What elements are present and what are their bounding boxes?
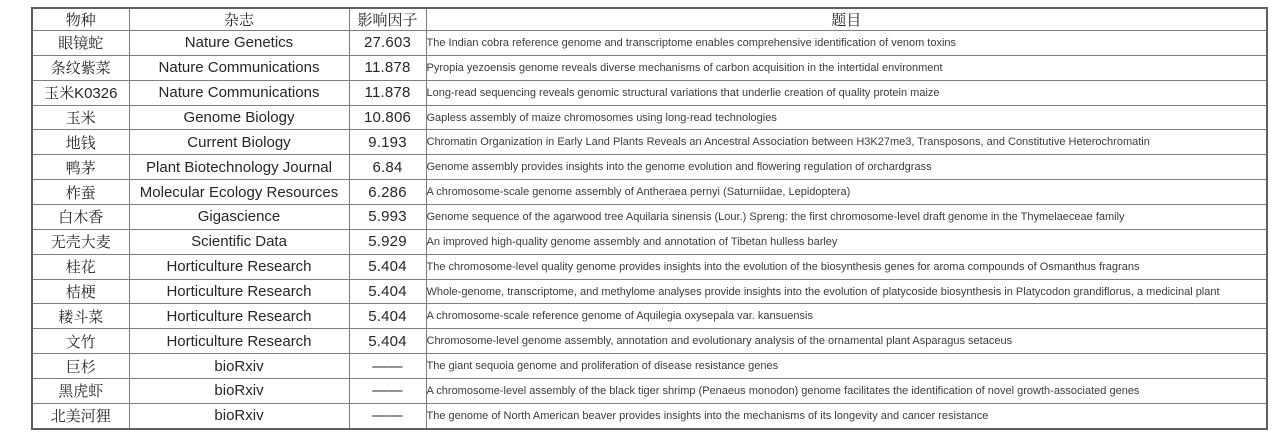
title-cell: Chromosome-level genome assembly, annotation and evolutionary analysis of the ornamental plant Asparagus setaceus [426, 329, 1267, 354]
journal-cell: bioRxiv [129, 379, 349, 404]
title-cell: Chromatin Organization in Early Land Plants Reveals an Ancestral Association between H3K27me3, Transposons, and Constitutive Heterochromatin [426, 130, 1267, 155]
title-cell: Long-read sequencing reveals genomic structural variations that underlie creation of quality protein maize [426, 80, 1267, 105]
title-cell: A chromosome-scale genome assembly of Antheraea pernyi (Saturniidae, Lepidoptera) [426, 180, 1267, 205]
species-cell: 眼镜蛇 [32, 31, 129, 56]
table-row [32, 379, 1267, 404]
title-cell: The chromosome-level quality genome provides insights into the evolution of the biosynthesis genes for aroma compounds of Osmanthus fragrans [426, 254, 1267, 279]
journal-cell: Horticulture Research [129, 279, 349, 304]
impact-factor-cell: 5.404 [349, 329, 426, 354]
impact-factor-cell: 11.878 [349, 55, 426, 80]
journal-cell: Nature Genetics [129, 31, 349, 56]
table-row [32, 254, 1267, 279]
table-row [32, 180, 1267, 205]
journal-cell: Plant Biotechnology Journal [129, 155, 349, 180]
journal-cell: bioRxiv [129, 354, 349, 379]
species-cell: 玉米 [32, 105, 129, 130]
journal-cell: Horticulture Research [129, 254, 349, 279]
impact-factor-cell: 27.603 [349, 31, 426, 56]
journal-cell: Genome Biology [129, 105, 349, 130]
journal-cell: Nature Communications [129, 80, 349, 105]
column-header-journal: 杂志 [129, 8, 349, 31]
table-row [32, 105, 1267, 130]
species-cell: 无壳大麦 [32, 229, 129, 254]
header-row [32, 8, 1267, 31]
table-row [32, 403, 1267, 429]
table-row [32, 229, 1267, 254]
species-cell: 巨杉 [32, 354, 129, 379]
table-row [32, 130, 1267, 155]
species-cell: 北美河狸 [32, 403, 129, 429]
title-cell: A chromosome-scale reference genome of Aquilegia oxysepala var. kansuensis [426, 304, 1267, 329]
impact-factor-cell: 5.993 [349, 205, 426, 230]
journal-cell: Current Biology [129, 130, 349, 155]
title-cell: An improved high-quality genome assembly and annotation of Tibetan hulless barley [426, 229, 1267, 254]
species-cell: 白木香 [32, 205, 129, 230]
species-cell: 条纹紫菜 [32, 55, 129, 80]
impact-factor-cell: 6.84 [349, 155, 426, 180]
table-row [32, 354, 1267, 379]
publications-table-container [31, 7, 1268, 430]
impact-factor-cell: —— [349, 354, 426, 379]
impact-factor-cell: 10.806 [349, 105, 426, 130]
species-cell: 桂花 [32, 254, 129, 279]
table-row [32, 80, 1267, 105]
impact-factor-cell: —— [349, 403, 426, 429]
species-cell: 玉米K0326 [32, 80, 129, 105]
journal-cell: Molecular Ecology Resources [129, 180, 349, 205]
table-row [32, 279, 1267, 304]
column-header-impact-factor: 影响因子 [349, 8, 426, 31]
journal-cell: Gigascience [129, 205, 349, 230]
title-cell: Genome assembly provides insights into the genome evolution and flowering regulation of orchardgrass [426, 155, 1267, 180]
title-cell: The genome of North American beaver provides insights into the mechanisms of its longevity and cancer resistance [426, 403, 1267, 429]
column-header-title: 题目 [426, 8, 1267, 31]
title-cell: Genome sequence of the agarwood tree Aquilaria sinensis (Lour.) Spreng: the first chromosome-level draft genome in the Thymelaeceae family [426, 205, 1267, 230]
species-cell: 文竹 [32, 329, 129, 354]
table-row [32, 55, 1267, 80]
publications-table [31, 7, 1268, 430]
impact-factor-cell: 5.404 [349, 254, 426, 279]
title-cell: Pyropia yezoensis genome reveals diverse mechanisms of carbon acquisition in the intertidal environment [426, 55, 1267, 80]
species-cell: 地钱 [32, 130, 129, 155]
species-cell: 耧斗菜 [32, 304, 129, 329]
table-row [32, 155, 1267, 180]
species-cell: 黑虎虾 [32, 379, 129, 404]
table-row [32, 304, 1267, 329]
impact-factor-cell: 5.929 [349, 229, 426, 254]
species-cell: 柞蚕 [32, 180, 129, 205]
impact-factor-cell: 5.404 [349, 279, 426, 304]
table-row [32, 31, 1267, 56]
impact-factor-cell: 9.193 [349, 130, 426, 155]
impact-factor-cell: 6.286 [349, 180, 426, 205]
table-row [32, 205, 1267, 230]
journal-cell: Horticulture Research [129, 329, 349, 354]
journal-cell: Nature Communications [129, 55, 349, 80]
journal-cell: bioRxiv [129, 403, 349, 429]
journal-cell: Scientific Data [129, 229, 349, 254]
title-cell: A chromosome-level assembly of the black tiger shrimp (Penaeus monodon) genome facilitates the identification of novel growth-associated genes [426, 379, 1267, 404]
journal-cell: Horticulture Research [129, 304, 349, 329]
impact-factor-cell: 11.878 [349, 80, 426, 105]
species-cell: 鸭茅 [32, 155, 129, 180]
title-cell: The giant sequoia genome and proliferation of disease resistance genes [426, 354, 1267, 379]
species-cell: 桔梗 [32, 279, 129, 304]
title-cell: Whole-genome, transcriptome, and methylome analyses provide insights into the evolution of platycoside biosynthesis in Platycodon grandiflorus, a medicinal plant [426, 279, 1267, 304]
title-cell: The Indian cobra reference genome and transcriptome enables comprehensive identification of venom toxins [426, 31, 1267, 56]
table-row [32, 329, 1267, 354]
table-body [32, 31, 1267, 430]
column-header-species: 物种 [32, 8, 129, 31]
impact-factor-cell: 5.404 [349, 304, 426, 329]
title-cell: Gapless assembly of maize chromosomes using long-read technologies [426, 105, 1267, 130]
impact-factor-cell: —— [349, 379, 426, 404]
